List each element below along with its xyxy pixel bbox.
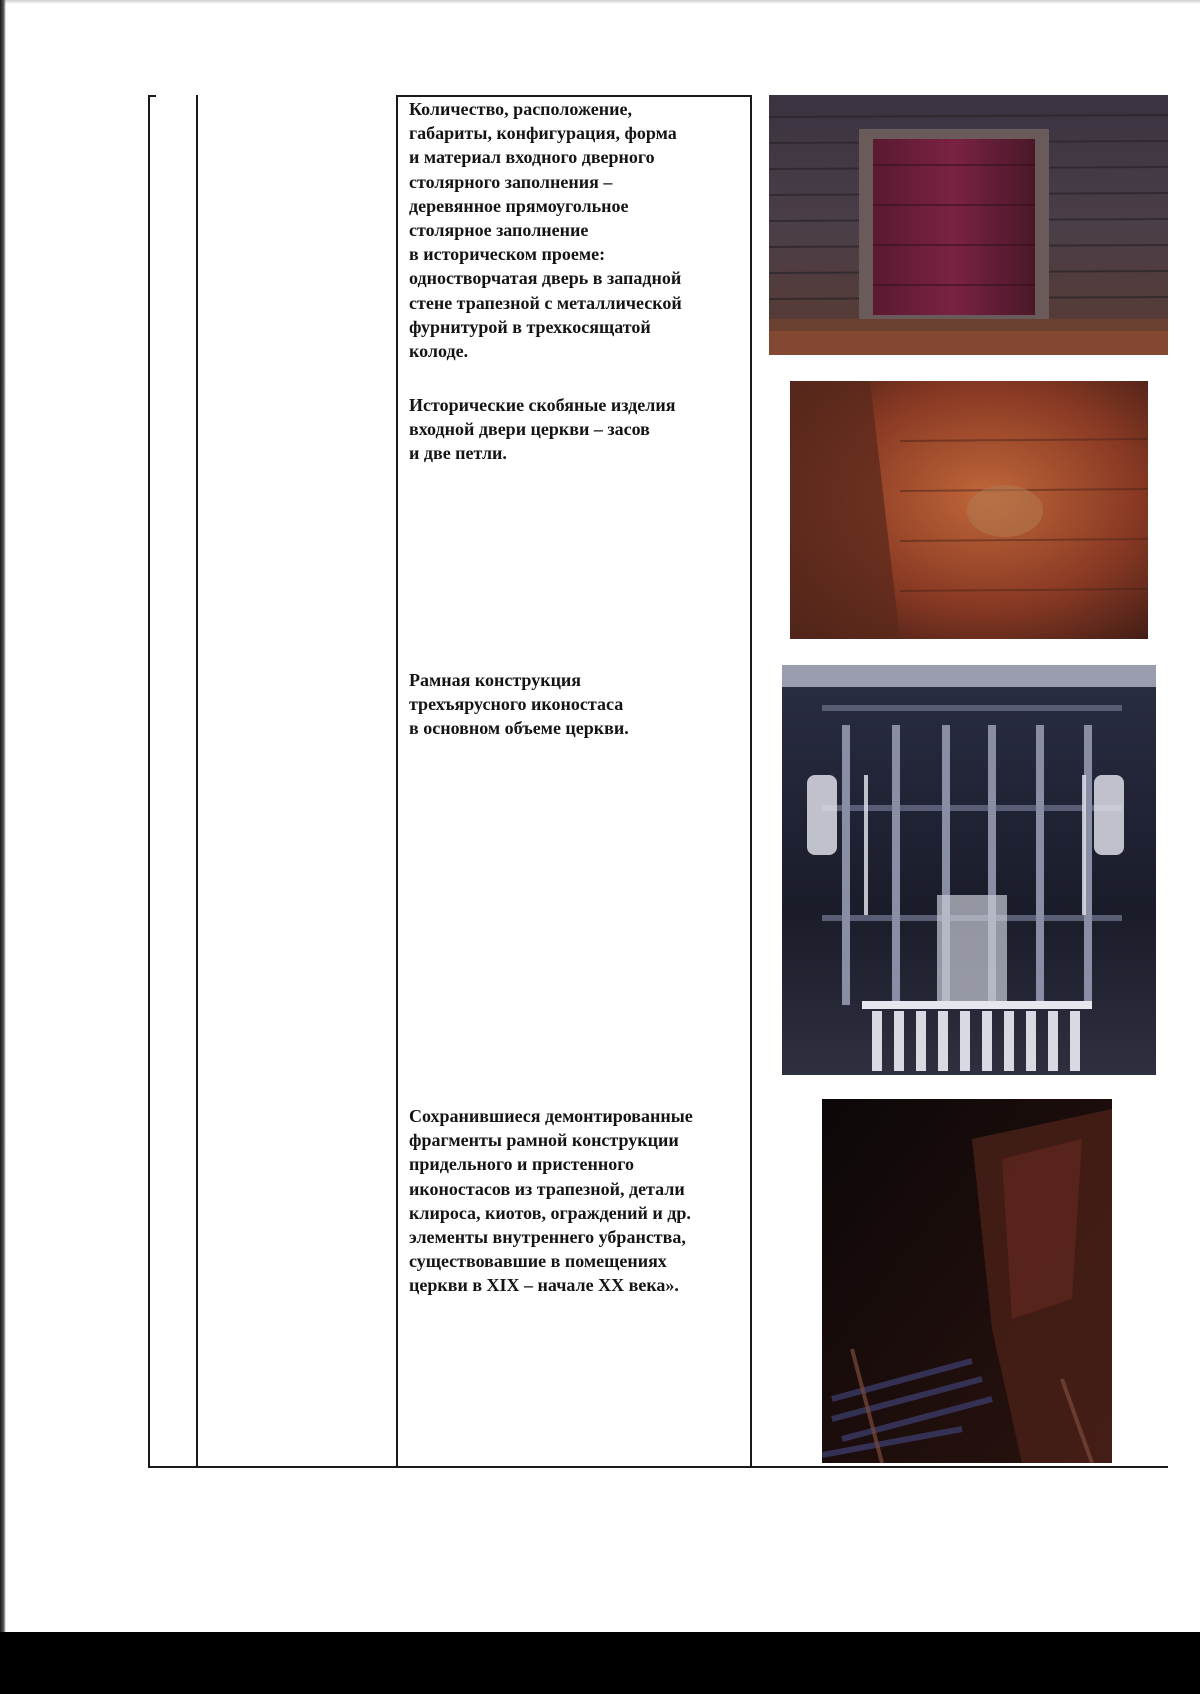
- row-1-description: Количество, расположение, габариты, конфигурация, форма и материал входного дверного столярного заполнения – деревянное прямоугольное столярное заполнение в историческом проеме: одностворчатая дверь в западной стене трапезной с металлической фурнитурой в трехкосящатой колоде.: [409, 99, 682, 362]
- door-hardware-bolt-hinges-photo: [790, 381, 1148, 639]
- scan-edge-top: [0, 0, 1200, 4]
- row-4-description: Сохранившиеся демонтированные фрагменты рамной конструкции придельного и пристенного иконостасов из трапезной, детали клироса, киотов, ограждений и др. элементы внутреннего убранства, существовавшие в помещениях церкви в XIX – начале XX века».: [409, 1106, 693, 1296]
- table-column-rule-3: [396, 95, 398, 1468]
- table-column-rule-2: [196, 95, 198, 1468]
- table-bottom-rule: [148, 1466, 1168, 1468]
- dismantled-iconostasis-fragments-photo: [822, 1099, 1112, 1463]
- row-3-description: Рамная конструкция трехъярусного иконостаса в основном объеме церкви.: [409, 670, 629, 739]
- scan-bottom-band: [0, 1632, 1200, 1694]
- scan-edge-left: [0, 0, 6, 1632]
- table-top-rule-left: [148, 95, 156, 97]
- three-tier-iconostasis-photo: [782, 665, 1156, 1075]
- table-column-rule-1: [148, 95, 150, 1468]
- row-2-description: Исторические скобяные изделия входной двери церкви – засов и две петли.: [409, 395, 676, 464]
- wooden-entrance-door-photo: [769, 95, 1168, 355]
